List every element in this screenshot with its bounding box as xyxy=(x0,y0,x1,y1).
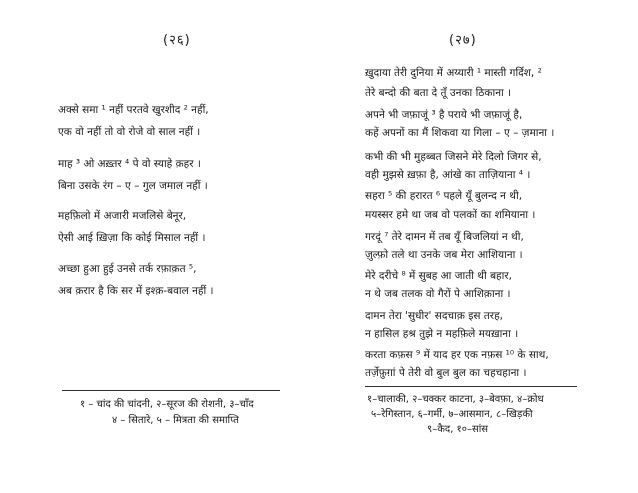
verse-line: महफ़िलो में अजारी मजलिसे बेनूर, xyxy=(58,210,187,222)
footnote-line: ९–कैद, १०–सांस xyxy=(427,424,489,435)
page-number: (२७) xyxy=(449,33,477,48)
footnote-line: १–चालाकी, २–चक्कर काटना, ३–बेवफ़ा, ४–क्रोध xyxy=(367,394,544,405)
footnote-line: १ – चांद की चांदनी, २–सूरज की रोशनी, ३–चाँद xyxy=(80,399,254,410)
verse-line: एक वो नहीं तो वो रोजे वो साल नहीं । xyxy=(58,126,201,138)
verse-line: ज़ुल्फ़ो तले था उनके जब मेरा आशियाना । xyxy=(365,249,523,261)
verse-line: मेरे दरीचे ⁸ में सुबह आ जाती थी बहार, xyxy=(365,270,512,282)
verse-line: कभी की भी मुहब्बत जिसने मेरे दिलो जिगर से, xyxy=(365,151,542,163)
verse-line: ख़ुदाया तेरी दुनिया में अय्यारी ¹ मास्ती गर्दिश, ² xyxy=(365,67,542,79)
verse-line: गरदूं ⁷ तेरे दामन में तब यूँ बिजलियां न थी, xyxy=(365,231,524,243)
footnote-rule xyxy=(365,386,577,387)
verse-line: दामन तेरा 'सुधीर' सदचाक़ इस तरह, xyxy=(365,310,504,322)
verse-line: अपने भी जफ़ाजूं ³ है पराये भी जफ़ाजूं है, xyxy=(365,109,523,121)
footnote-rule xyxy=(62,390,280,391)
verse-line: बिना उसके रंग – ए – गुल जमाल नहीं । xyxy=(58,180,208,192)
verse-line: न थे जब तलक वो गैरों पे आशिक़ाना । xyxy=(365,288,511,300)
verse-line: अच्छा हुआ हुई उनसे तर्क रफ़ाक़त ⁵, xyxy=(58,263,197,275)
verse-line: अब क़रार है कि सर में इश्क़-बवाल नहीं । xyxy=(58,285,214,297)
verse-line: कहें अपनों का मैं शिकवा या गिला – ए – ज़माना । xyxy=(365,127,555,139)
footnote-line: ४ – सितारे, ५ – मित्रता की समाप्ति xyxy=(112,415,239,426)
verse-line: न हासिल हश्र तुझे न महफ़िले मयख़ाना । xyxy=(365,328,519,340)
verse-line: अक्से समा ¹ नहीं परतवे खुरशीद ² नहीं, xyxy=(58,104,209,116)
verse-line: ऐसी आई ख़िज़ा कि कोई मिसाल नहीं । xyxy=(58,232,206,244)
verse-line: वही मुझसे ख़फ़ा है, आंखे का ताज़ियाना ⁴ । xyxy=(365,169,531,181)
verse-line: माह ³ ओ अख़्तर ⁴ पे वो स्याहे क़हर । xyxy=(58,158,201,170)
verse-line: करता कफ़स ⁹ में याद हर एक नफ़स ¹⁰ के साथ, xyxy=(365,349,549,361)
right-page xyxy=(319,0,638,493)
verse-line: तर्ज़ेफ़ुग़ां पे तेरी वो बुल बुल का चहचहाना । xyxy=(365,367,527,379)
verse-line: तेरे बन्दो की बता दे तूँ उनका ठिकाना । xyxy=(365,87,512,99)
verse-line: सहरा ⁵ की हरारत ⁶ पहले यूँ बुलन्द न थी, xyxy=(365,190,523,202)
verse-line: मयस्सर हमे था जब वो पलकों का शमियाना । xyxy=(365,209,536,221)
page-number: (२६) xyxy=(163,33,191,48)
footnote-line: ५–रेगिस्तान, ६–गर्मी, ७–आसमान, ८–खिड़की xyxy=(371,409,533,420)
